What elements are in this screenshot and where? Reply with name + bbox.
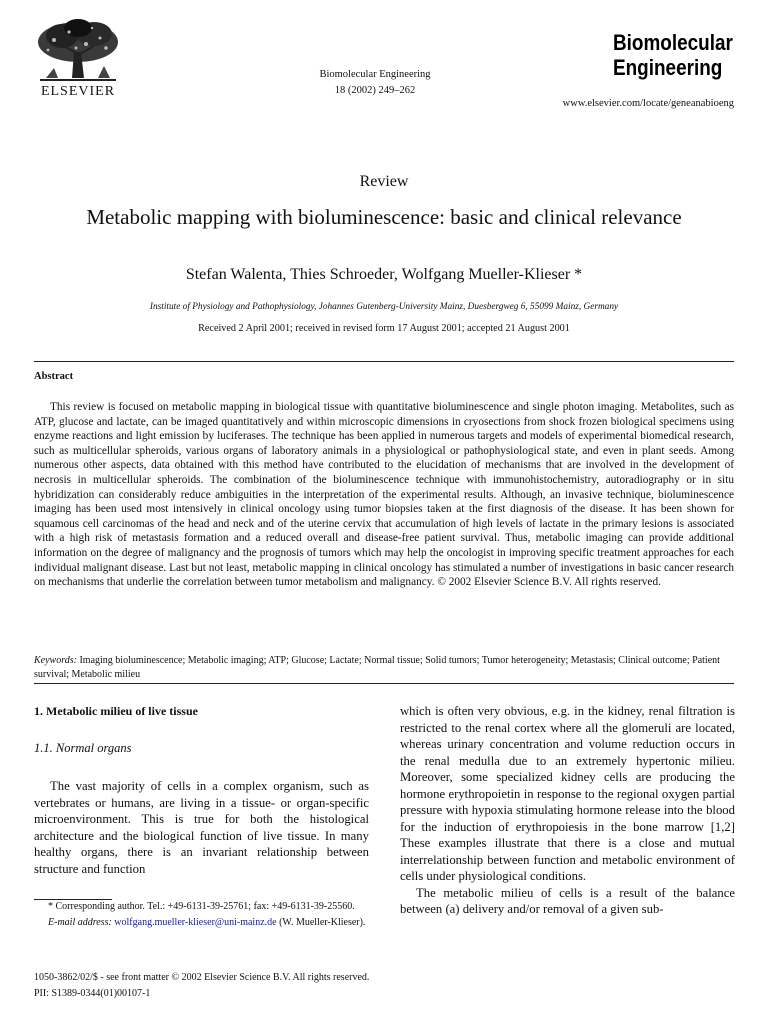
- divider-top: [34, 361, 734, 362]
- subsection-heading: 1.1. Normal organs: [34, 740, 132, 755]
- abstract-text: This review is focused on metabolic mapping in biological tissue with quantitative bioluminescence and single photon imaging. Metabolites, such as ATP, glucose and lactate, can be imaged quantitatively and within microscopic dimensions in cryosections from shock frozen biological specimens using enzyme reactions and light emission by luciferases. The technique has been applied in numerous targets and models of experimental biomedical research, such as multicellular spheroids, various organs of laboratory animals in a physiological or pathophysiological state, and even in plant seeds. Among numerous other aspects, data obtained with this method have contributed to the elucidation of mechanisms that are involved in the development of necrosis in multicellular spheroids. The combination of the bioluminescence technique with immunohistochemistry, autoradiography or in situ hybridization can considerably reduce ambiguities in the interpretation of the experimental results. Although, an invasive technique, bioluminescence imaging has been used most intensively in clinical oncology using tumor biopsies taken at the first diagnosis of the disease. It has been shown for squamous cell carcinomas of the head and neck and of the uterine cervix that accumulation of high levels of lactate in the primary lesions is associated with a high risk of metastasis formation and a reduced overall and disease-free patient survival. Thus, metabolic imaging can provide additional information on the degree of malignancy and the prognosis of tumors which may help the oncologist in improving specific treatment approaches for each individual malignant disease. Last but not least, metabolic mapping in clinical oncology has stimulated a number of investigations in basic cancer research on mechanisms that underlie the correlation between tumor metabolism and malignancy. © 2002 Elsevier Science B.V. All rights reserved.: [34, 401, 734, 589]
- affiliation: Institute of Physiology and Pathophysiology, Johannes Gutenberg-University Mainz, Duesbergweg 6, 55099 Mainz, Germany: [149, 302, 619, 312]
- body-paragraph: The metabolic milieu of cells is a result of the balance between (a) delivery and/or removal of a given sub-: [400, 885, 735, 916]
- footer-copyright: 1050-3862/02/$ - see front matter © 2002 Elsevier Science B.V. All rights reserved.: [34, 972, 370, 983]
- keywords-label: Keywords:: [34, 655, 77, 666]
- author-list: Stefan Walenta, Thies Schroeder, Wolfgang Mueller-Klieser *: [185, 266, 583, 283]
- journal-citation: 18 (2002) 249–262: [334, 85, 416, 96]
- divider-bottom: [34, 683, 734, 684]
- keywords: [34, 654, 734, 682]
- tree-logo-icon: [34, 18, 122, 84]
- body-paragraph-continued: which is often very obvious, e.g. in the kidney, renal filtration is restricted to the renal cortex where all the glomeruli are located, whereas urinary concentration and volume reduction occurs in the renal medulla due to an extremely hypertonic milieu. Moreover, some specialized kidney cells are producing the hormone erythropoietin in response to the regional oxygen partial pressure with hypoxia stimulating hormone release into the blood for the induction of erythropoiesis in the bone marrow [1,2] These examples illustrate that there is a close and mutual interrelationship between function and metabolic environment of cells under physiological conditions.: [400, 704, 735, 883]
- body-paragraph: The vast majority of cells in a complex organism, such as vertebrates or humans, are living in a tissue- or organ-specific microenvironment. This is true for both the histological architecture and the biological function of live tissue. In many healthy organs, there is an invariant relationship between structure and function: [34, 779, 369, 876]
- email-label: E-mail address:: [48, 917, 112, 928]
- journal-name: Biomolecular Engineering: [319, 69, 431, 80]
- journal-brand: [613, 30, 733, 80]
- footnote: [34, 899, 369, 931]
- footer-pii: PII: S1389-0344(01)00107-1: [34, 988, 151, 999]
- article-dates: Received 2 April 2001; received in revised form 17 August 2001; accepted 21 August 2001: [198, 323, 570, 334]
- email-suffix: (W. Mueller-Klieser).: [279, 917, 366, 928]
- journal-brand-line2: Engineering: [613, 55, 723, 80]
- body-column-left: [34, 703, 369, 877]
- corresponding-author-note: * Corresponding author. Tel.: +49-6131-39-25761; fax: +49-6131-39-25560.: [48, 901, 355, 912]
- email-link[interactable]: wolfgang.mueller-klieser@uni-mainz.de: [114, 917, 277, 928]
- section-heading: 1. Metabolic milieu of live tissue: [34, 704, 198, 718]
- keywords-list: Imaging bioluminescence; Metabolic imaging; ATP; Glucose; Lactate; Normal tissue; Solid tumors; Tumor heterogeneity; Metastasis; Clinical outcome; Patient survival; Metabolic milieu: [34, 655, 720, 680]
- body-column-right: [400, 703, 735, 918]
- article-title: Metabolic mapping with bioluminescence: basic and clinical relevance: [86, 205, 682, 229]
- journal-info: [280, 67, 470, 99]
- publisher-name: ELSEVIER: [40, 84, 116, 99]
- page-footer: [34, 970, 369, 1002]
- journal-brand-line1: Biomolecular: [613, 30, 733, 55]
- journal-url[interactable]: www.elsevier.com/locate/geneanabioeng: [562, 98, 734, 109]
- abstract-heading: Abstract: [34, 371, 74, 382]
- article-type: Review: [359, 173, 409, 190]
- email-note: [34, 915, 369, 931]
